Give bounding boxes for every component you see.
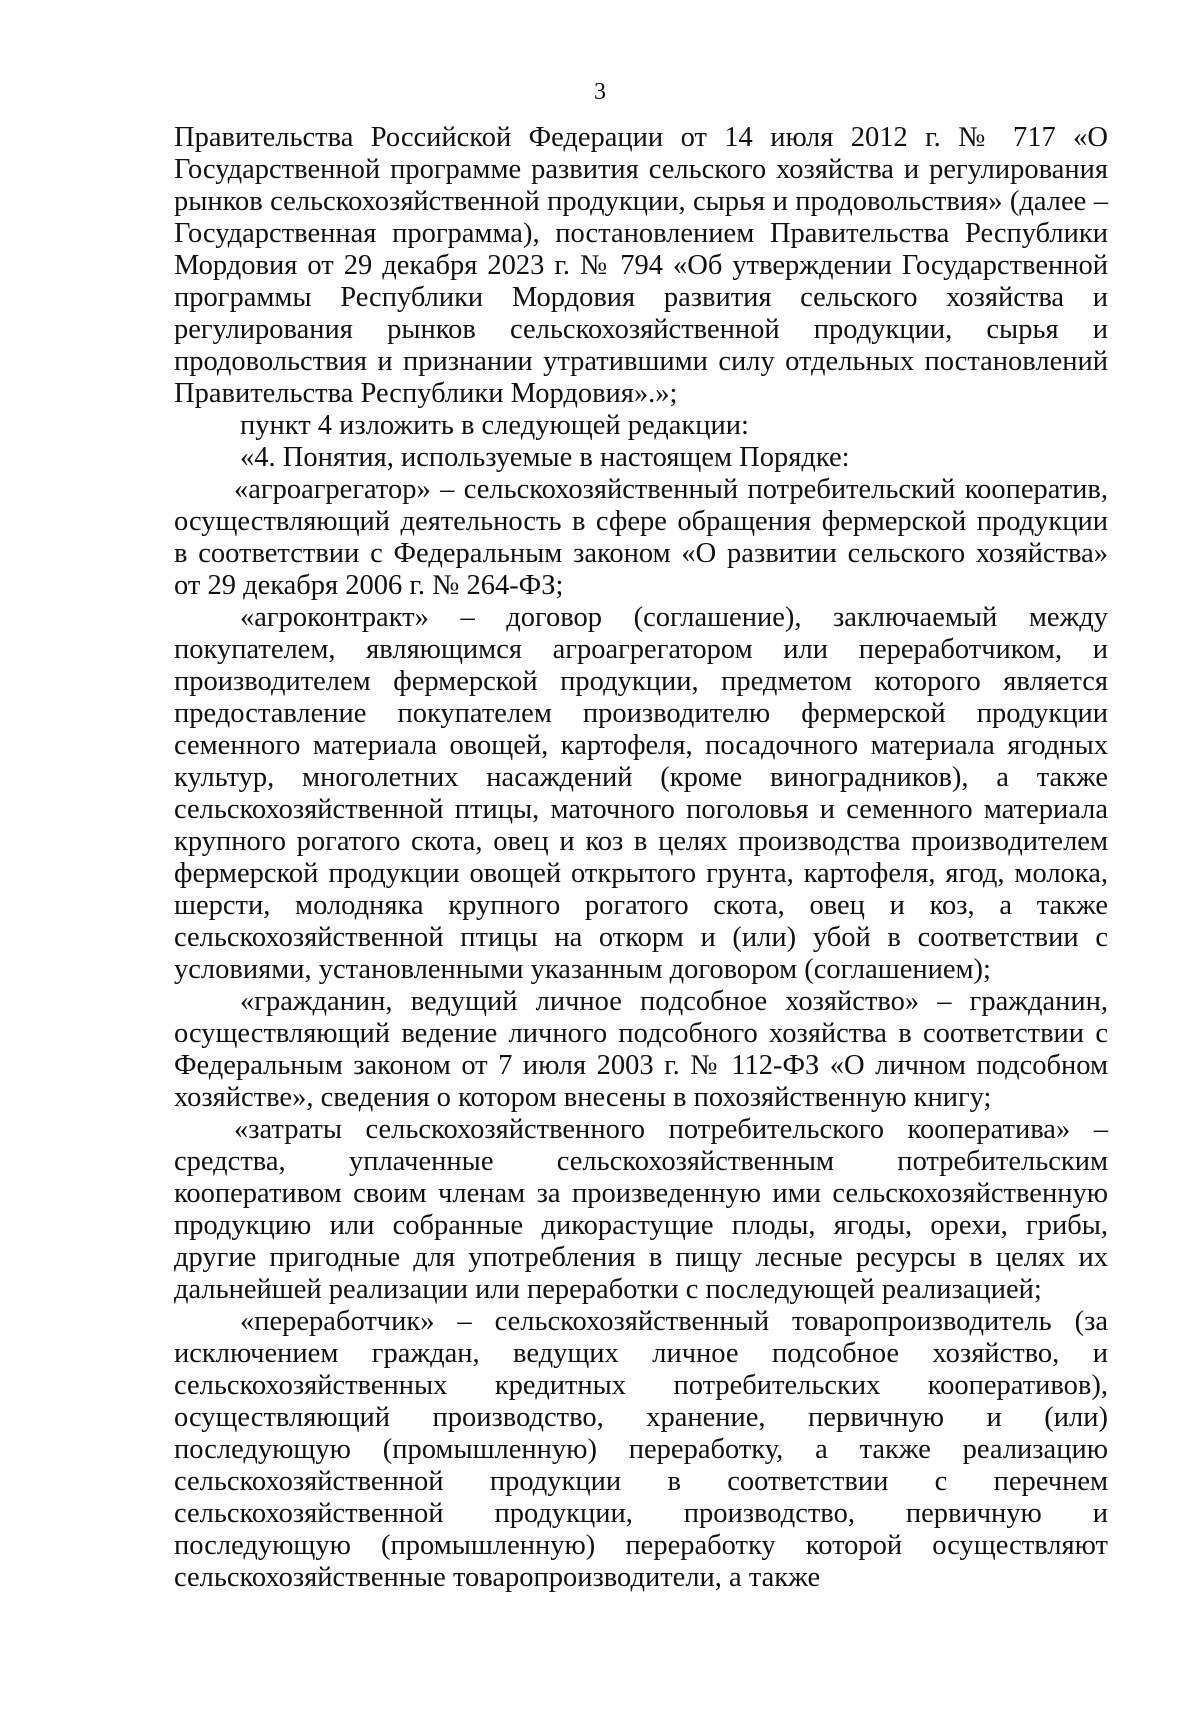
paragraph-continuation: Правительства Российской Федерации от 14 июля 2012 г. № 717 «О Государственной программе развития сельского хозяйства и регулирования рынков сельскохозяйственной продукции, сырья и продовольствия» (далее – Государственная программа), постановлением Правительства Республики Мордовия от 29 декабря 2023 г. № 794 «Об утверждении Государственной программы Республики Мордовия развития сельского хозяйства и регулирования рынков сельскохозяйственной продукции, сырья и продовольствия и признании утратившими силу отдельных постановлений Правительства Республики Мордовия».»; [174, 122, 1108, 409]
page-number: 3 [594, 79, 606, 105]
paragraph-definition-cooperative-costs: «затраты сельскохозяйственного потребительского кооператива» – средства, уплаченные сельскохозяйственным потребительским кооперативом своим членам за произведенную ими сельскохозяйственную продукцию или собранные дикорастущие плоды, ягоды, орехи, грибы, другие пригодные для употребления в пищу лесные ресурсы в целях их дальнейшей реализации или переработки с последующей реализацией; [174, 1114, 1108, 1305]
paragraph-definition-processor: «переработчик» – сельскохозяйственный товаропроизводитель (за исключением граждан, ведущих личное подсобное хозяйство, и сельскохозяйственных кредитных потребительских кооперативов), осуществляющий производство, хранение, первичную и (или) последующую (промышленную) переработку, а также реализацию сельскохозяйственной продукции в соответствии с перечнем сельскохозяйственной продукции, производство, первичную и последующую (промышленную) переработку которой осуществляют сельскохозяйственные товаропроизводители, а также [174, 1306, 1108, 1593]
paragraph-definition-household-citizen: «гражданин, ведущий личное подсобное хозяйство» – гражданин, осуществляющий ведение личного подсобного хозяйства в соответствии с Федеральным законом от 7 июля 2003 г. № 112-ФЗ «О личном подсобном хозяйстве», сведения о котором внесены в похозяйственную книгу; [174, 986, 1108, 1113]
paragraph-definition-agroaggregator: «агроагрегатор» – сельскохозяйственный потребительский кооператив, осуществляющий деятельность в сфере обращения фермерской продукции в соответствии с Федеральным законом «О развитии сельского хозяйства» от 29 декабря 2006 г. № 264-ФЗ; [174, 474, 1108, 601]
paragraph-section-heading: «4. Понятия, используемые в настоящем Порядке: [240, 442, 850, 473]
paragraph-amendment-instruction: пункт 4 изложить в следующей редакции: [240, 410, 749, 441]
document-body [174, 122, 1108, 1594]
paragraph-definition-agrocontract: «агроконтракт» – договор (соглашение), заключаемый между покупателем, являющимся агроагрегатором или переработчиком, и производителем фермерской продукции, предметом которого является предоставление покупателем производителю фермерской продукции семенного материала овощей, картофеля, посадочного материала ягодных культур, многолетних насаждений (кроме виноградников), а также сельскохозяйственной птицы, маточного поголовья и семенного материала крупного рогатого скота, овец и коз в целях производства производителем фермерской продукции овощей открытого грунта, картофеля, ягод, молока, шерсти, молодняка крупного рогатого скота, овец и коз, а также сельскохозяйственной птицы на откорм и (или) убой в соответствии с условиями, установленными указанным договором (соглашением); [174, 602, 1108, 985]
